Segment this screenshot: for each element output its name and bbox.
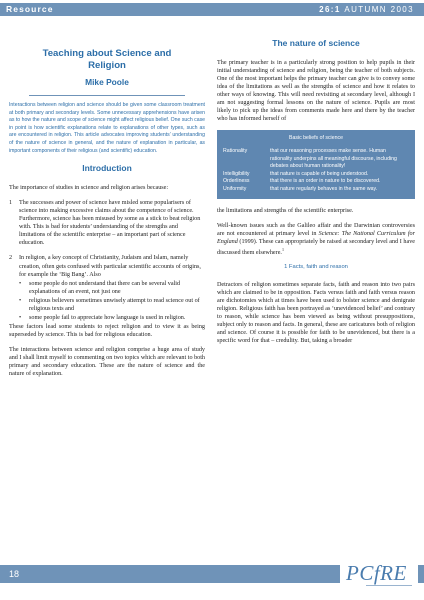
issue-date: AUTUMN 2003 xyxy=(344,5,414,14)
title-rule xyxy=(29,95,185,96)
p3-start: Well-known issues such as the Galileo affair and the Darwinian controversies are not encountered at primary level in xyxy=(217,222,415,237)
bullet-icon: • xyxy=(19,280,22,287)
article-title xyxy=(9,48,205,71)
belief-row xyxy=(223,171,409,179)
article-author: Mike Poole xyxy=(85,77,129,87)
numbered-item-2 xyxy=(9,254,205,321)
belief-term: Rationality xyxy=(223,147,248,154)
left-column xyxy=(9,38,205,385)
p3-end: (1999). These can appropriately be raised at secondary level and I have discussed them elsewhere. xyxy=(217,238,415,256)
belief-row xyxy=(223,148,409,171)
section-label: Resource xyxy=(6,4,54,14)
logo-underline xyxy=(366,585,412,586)
issue-number: 26:1 xyxy=(319,5,341,14)
item-text: The successes and power of science have misled some popularisers of science into making excessive claims about the competence of science. Furthermore, science has been misused by some as a stick to beat religion with. This is bad for students’ understanding of the strengths and limitations of the scientific enterprise – an important part of science education. xyxy=(19,200,201,247)
intro-heading: Introduction xyxy=(82,163,132,174)
article-abstract: Interactions between religion and science should be given some classroom treatment at both primary and secondary levels. Some unnecessary apprehensions have arisen as to how the nature and scope of science might affect religious belief. One such case in point is how scientific explanations relate to explanations of other types, such as are encountered in religion. This article advocates improving students’ understanding of the nature of science in general, and the nature of explanation in particular, as important components of their religious (and scientific) education. xyxy=(9,102,205,154)
belief-definition: that there is an order in nature to be discovered. xyxy=(270,178,381,185)
item-body xyxy=(19,254,205,321)
bullet-icon: • xyxy=(19,297,22,304)
issue-label xyxy=(319,3,414,16)
bullet-item xyxy=(19,280,205,296)
bullet-text: some people do not understand that there can be several valid explanations of an event, not just one xyxy=(29,280,181,295)
bullet-item xyxy=(19,297,205,313)
item-number: 1 xyxy=(9,200,13,207)
belief-term: Uniformity xyxy=(223,185,247,192)
belief-row xyxy=(223,178,409,186)
belief-row xyxy=(223,186,409,194)
nature-paragraph-2: the limitations and strengths of the scientific enterprise. xyxy=(217,207,354,214)
pcfre-logo: PCfRE xyxy=(346,561,407,585)
nature-heading: The nature of science xyxy=(272,38,360,48)
belief-definition: that nature regularly behaves in the same way. xyxy=(270,185,378,192)
footnote-ref[interactable]: 1 xyxy=(281,246,284,252)
belief-definition: that nature is capable of being understood. xyxy=(270,170,369,177)
bullet-text: religious believers sometimes unwisely attempt to read science out of religious texts and xyxy=(29,297,200,312)
facts-paragraph: Detractors of religion sometimes separate facts, faith and reason into two pairs which are claimed to be in opposition. Facts versus faith and faith versus reason are dichotomies which at times have been used to bolster science and denigrate religion. Religious faith has been portrayed as ‘unevidenced belief’ and contrary to reason, while science has been viewed as being without presuppositions, subject only to reason and facts. In general, these are caricatures both of religion and science. Of course it is possible for faith to be unevidenced, but there is a specific word for that – credulity. But, taking a broader xyxy=(217,281,415,345)
belief-definition: that our reasoning processes make sense. Human rationality underpins all meaningful discourse, including debates about human rationality! xyxy=(270,147,397,170)
curriculum-citation: Science: The National Curriculum for England xyxy=(217,230,415,245)
subsection-heading: 1 Facts, faith and reason xyxy=(284,263,348,270)
numbered-item-1 xyxy=(9,199,205,247)
page-number: 18 xyxy=(9,569,20,579)
bullet-icon: • xyxy=(19,314,22,321)
bullet-item xyxy=(19,314,205,322)
belief-term: Orderliness xyxy=(223,178,250,185)
item-number: 2 xyxy=(9,255,13,262)
nature-paragraph-3 xyxy=(217,222,415,257)
bullet-text: some people fail to appreciate how language is used in religion. xyxy=(29,314,186,321)
belief-term: Intelligibility xyxy=(223,170,250,177)
item2-tail: These factors lead some students to reject religion and to view it as being superseded by science. This is bad for religious education. xyxy=(9,323,205,338)
article-title-line2: Religion xyxy=(88,59,126,71)
right-column xyxy=(217,38,415,352)
intro-closing-paragraph: The interactions between science and religion comprise a huge area of study and I shall limit myself to commenting on two topics which are relevant to both primary and secondary education. These are the nature of science and the nature of explanation. xyxy=(9,346,205,378)
article-title-line1: Teaching about Science and xyxy=(42,48,172,59)
basic-beliefs-box xyxy=(217,130,415,198)
item-text: In religion, a key concept of Christianity, Judaism and Islam, namely creation, often gets confused with particular scientific accounts of origins, for example the ‘Big Bang’. Also xyxy=(19,255,201,278)
nature-paragraph-1: The primary teacher is in a particularly strong position to help pupils in their initial understanding of science and religion, being the teacher of both subjects. One of the most important helps the primary teacher can give is to convey some idea of the limitations as well as the strengths of science and how it relates to other ways of knowing. This will need revisiting at secondary level, although I am not suggesting formal lessons on the nature of science. Pupils are most likely to pick up the ideas from comments made here and there by the teacher who has informed herself of xyxy=(217,60,415,123)
intro-paragraph: The importance of studies in science and religion arises because: xyxy=(9,185,169,192)
box-title: Basic beliefs of science xyxy=(289,135,343,142)
